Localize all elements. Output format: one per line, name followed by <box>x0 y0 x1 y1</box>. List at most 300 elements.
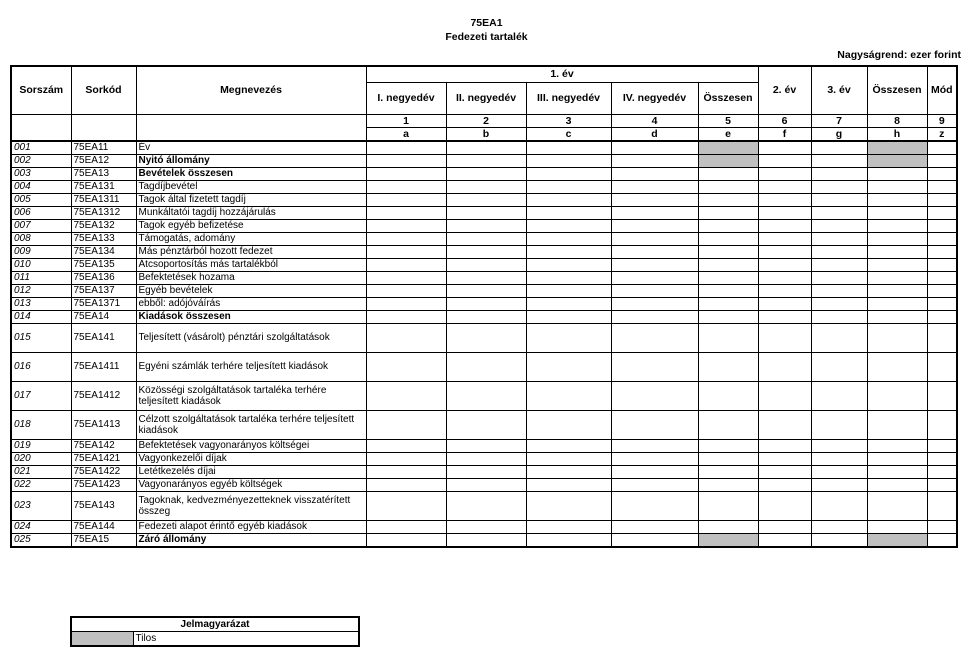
value-cell[interactable] <box>698 284 758 297</box>
value-cell[interactable] <box>927 154 957 167</box>
value-cell[interactable] <box>366 154 446 167</box>
value-cell[interactable] <box>446 439 526 452</box>
value-cell[interactable] <box>758 154 811 167</box>
value-cell[interactable] <box>867 180 927 193</box>
value-cell[interactable] <box>611 141 698 155</box>
value-cell[interactable] <box>611 381 698 410</box>
header-q3: III. negyedév <box>526 82 611 114</box>
value-cell[interactable] <box>526 193 611 206</box>
value-cell[interactable] <box>811 310 867 323</box>
value-cell[interactable] <box>811 167 867 180</box>
value-cell[interactable] <box>927 206 957 219</box>
value-cell[interactable] <box>927 439 957 452</box>
value-cell[interactable] <box>366 439 446 452</box>
table-row <box>11 219 957 232</box>
value-cell[interactable] <box>698 154 758 167</box>
value-cell[interactable] <box>698 310 758 323</box>
value-cell[interactable] <box>758 180 811 193</box>
value-cell[interactable] <box>611 323 698 352</box>
row-number: 005 <box>11 193 71 206</box>
value-cell[interactable] <box>611 271 698 284</box>
value-cell[interactable] <box>867 323 927 352</box>
value-cell[interactable] <box>811 219 867 232</box>
value-cell[interactable] <box>867 310 927 323</box>
value-cell[interactable] <box>366 245 446 258</box>
value-cell[interactable] <box>611 491 698 520</box>
value-cell[interactable] <box>366 452 446 465</box>
row-number: 008 <box>11 232 71 245</box>
value-cell[interactable] <box>758 452 811 465</box>
row-name: Záró állomány <box>136 533 366 547</box>
value-cell[interactable] <box>526 232 611 245</box>
value-cell[interactable] <box>446 258 526 271</box>
value-cell[interactable] <box>758 271 811 284</box>
value-cell[interactable] <box>927 219 957 232</box>
row-number: 025 <box>11 533 71 547</box>
table-row <box>11 193 957 206</box>
value-cell[interactable] <box>366 271 446 284</box>
value-cell[interactable] <box>811 533 867 547</box>
row-name: Befektetések hozama <box>136 271 366 284</box>
value-cell[interactable] <box>811 232 867 245</box>
value-cell[interactable] <box>446 310 526 323</box>
value-cell[interactable] <box>698 167 758 180</box>
value-cell[interactable] <box>927 352 957 381</box>
value-cell[interactable] <box>366 180 446 193</box>
value-cell[interactable] <box>927 310 957 323</box>
value-cell[interactable] <box>446 452 526 465</box>
value-cell[interactable] <box>446 154 526 167</box>
value-cell[interactable] <box>698 232 758 245</box>
value-cell[interactable] <box>526 410 611 439</box>
value-cell[interactable] <box>758 245 811 258</box>
value-cell[interactable] <box>526 141 611 155</box>
column-number: 2 <box>446 114 526 127</box>
legend-swatch <box>71 632 133 647</box>
column-number: 8 <box>867 114 927 127</box>
value-cell[interactable] <box>758 352 811 381</box>
value-cell[interactable] <box>611 410 698 439</box>
value-cell[interactable] <box>698 478 758 491</box>
row-code: 75EA131 <box>71 180 136 193</box>
value-cell[interactable] <box>526 352 611 381</box>
value-cell[interactable] <box>366 193 446 206</box>
data-table <box>10 65 958 548</box>
value-cell[interactable] <box>611 258 698 271</box>
value-cell[interactable] <box>758 533 811 547</box>
value-cell[interactable] <box>366 465 446 478</box>
row-number: 009 <box>11 245 71 258</box>
value-cell[interactable] <box>611 219 698 232</box>
value-cell[interactable] <box>446 271 526 284</box>
value-cell[interactable] <box>446 533 526 547</box>
value-cell[interactable] <box>366 478 446 491</box>
value-cell[interactable] <box>758 219 811 232</box>
value-cell[interactable] <box>611 180 698 193</box>
table-row <box>11 310 957 323</box>
value-cell[interactable] <box>526 478 611 491</box>
value-cell[interactable] <box>867 193 927 206</box>
value-cell[interactable] <box>867 297 927 310</box>
value-cell[interactable] <box>526 520 611 533</box>
value-cell[interactable] <box>811 297 867 310</box>
value-cell[interactable] <box>526 258 611 271</box>
value-cell[interactable] <box>811 271 867 284</box>
value-cell[interactable] <box>867 245 927 258</box>
value-cell[interactable] <box>526 219 611 232</box>
row-code: 75EA144 <box>71 520 136 533</box>
value-cell[interactable] <box>927 381 957 410</box>
value-cell[interactable] <box>698 193 758 206</box>
value-cell[interactable] <box>526 245 611 258</box>
value-cell[interactable] <box>867 284 927 297</box>
value-cell[interactable] <box>526 206 611 219</box>
row-number: 021 <box>11 465 71 478</box>
value-cell[interactable] <box>867 167 927 180</box>
value-cell[interactable] <box>927 167 957 180</box>
value-cell[interactable] <box>366 284 446 297</box>
value-cell[interactable] <box>867 154 927 167</box>
value-cell[interactable] <box>927 452 957 465</box>
value-cell[interactable] <box>811 491 867 520</box>
header-q4: IV. negyedév <box>611 82 698 114</box>
value-cell[interactable] <box>927 258 957 271</box>
row-number: 019 <box>11 439 71 452</box>
row-number: 013 <box>11 297 71 310</box>
value-cell[interactable] <box>446 410 526 439</box>
table-row <box>11 381 957 410</box>
value-cell[interactable] <box>811 452 867 465</box>
value-cell[interactable] <box>366 258 446 271</box>
row-name: Átcsoportosítás más tartalékból <box>136 258 366 271</box>
value-cell[interactable] <box>927 141 957 155</box>
column-number: 4 <box>611 114 698 127</box>
row-name: Tagdíjbevétel <box>136 180 366 193</box>
table-row <box>11 323 957 352</box>
value-cell[interactable] <box>811 206 867 219</box>
value-cell[interactable] <box>366 167 446 180</box>
value-cell[interactable] <box>446 465 526 478</box>
row-code: 75EA1412 <box>71 381 136 410</box>
header-osszesen-total: Összesen <box>867 66 927 114</box>
value-cell[interactable] <box>611 520 698 533</box>
value-cell[interactable] <box>446 491 526 520</box>
value-cell[interactable] <box>698 533 758 547</box>
value-cell[interactable] <box>446 141 526 155</box>
value-cell[interactable] <box>867 533 927 547</box>
value-cell[interactable] <box>927 533 957 547</box>
value-cell[interactable] <box>811 520 867 533</box>
value-cell[interactable] <box>698 206 758 219</box>
header-mod: Mód <box>927 66 957 114</box>
value-cell[interactable] <box>526 180 611 193</box>
value-cell[interactable] <box>927 410 957 439</box>
value-cell[interactable] <box>698 271 758 284</box>
value-cell[interactable] <box>698 410 758 439</box>
row-name: ebből: adójóváírás <box>136 297 366 310</box>
column-letter: a <box>366 127 446 141</box>
value-cell[interactable] <box>526 310 611 323</box>
value-cell[interactable] <box>526 439 611 452</box>
value-cell[interactable] <box>867 478 927 491</box>
value-cell[interactable] <box>526 167 611 180</box>
value-cell[interactable] <box>927 271 957 284</box>
value-cell[interactable] <box>698 452 758 465</box>
value-cell[interactable] <box>611 167 698 180</box>
row-number: 011 <box>11 271 71 284</box>
row-code: 75EA142 <box>71 439 136 452</box>
row-number: 018 <box>11 410 71 439</box>
value-cell[interactable] <box>867 452 927 465</box>
value-cell[interactable] <box>698 141 758 155</box>
value-cell[interactable] <box>366 533 446 547</box>
value-cell[interactable] <box>867 410 927 439</box>
value-cell[interactable] <box>526 381 611 410</box>
value-cell[interactable] <box>698 381 758 410</box>
value-cell[interactable] <box>758 258 811 271</box>
row-number: 023 <box>11 491 71 520</box>
value-cell[interactable] <box>698 520 758 533</box>
value-cell[interactable] <box>758 310 811 323</box>
table-row <box>11 167 957 180</box>
value-cell[interactable] <box>811 141 867 155</box>
table-row <box>11 258 957 271</box>
value-cell[interactable] <box>811 465 867 478</box>
row-name: Vagyonarányos egyéb költségek <box>136 478 366 491</box>
value-cell[interactable] <box>366 141 446 155</box>
value-cell[interactable] <box>698 219 758 232</box>
value-cell[interactable] <box>698 180 758 193</box>
row-name: Teljesített (vásárolt) pénztári szolgáltatások <box>136 323 366 352</box>
value-cell[interactable] <box>446 206 526 219</box>
value-cell[interactable] <box>446 180 526 193</box>
value-cell[interactable] <box>611 297 698 310</box>
value-cell[interactable] <box>867 465 927 478</box>
value-cell[interactable] <box>698 258 758 271</box>
unit-note: Nagyságrend: ezer forint <box>837 49 961 61</box>
value-cell[interactable] <box>927 193 957 206</box>
value-cell[interactable] <box>811 284 867 297</box>
value-cell[interactable] <box>867 491 927 520</box>
row-number: 015 <box>11 323 71 352</box>
row-number: 006 <box>11 206 71 219</box>
value-cell[interactable] <box>446 478 526 491</box>
header-q2: II. negyedév <box>446 82 526 114</box>
value-cell[interactable] <box>611 193 698 206</box>
value-cell[interactable] <box>698 491 758 520</box>
value-cell[interactable] <box>526 284 611 297</box>
value-cell[interactable] <box>927 232 957 245</box>
value-cell[interactable] <box>366 232 446 245</box>
row-code: 75EA1423 <box>71 478 136 491</box>
value-cell[interactable] <box>698 297 758 310</box>
value-cell[interactable] <box>446 381 526 410</box>
value-cell[interactable] <box>758 206 811 219</box>
value-cell[interactable] <box>758 439 811 452</box>
value-cell[interactable] <box>927 491 957 520</box>
value-cell[interactable] <box>698 439 758 452</box>
value-cell[interactable] <box>446 219 526 232</box>
table-row <box>11 206 957 219</box>
value-cell[interactable] <box>811 352 867 381</box>
value-cell[interactable] <box>526 452 611 465</box>
value-cell[interactable] <box>758 141 811 155</box>
value-cell[interactable] <box>366 381 446 410</box>
value-cell[interactable] <box>927 478 957 491</box>
row-name: Más pénztárból hozott fedezet <box>136 245 366 258</box>
row-number: 007 <box>11 219 71 232</box>
value-cell[interactable] <box>526 271 611 284</box>
value-cell[interactable] <box>867 381 927 410</box>
value-cell[interactable] <box>867 219 927 232</box>
value-cell[interactable] <box>758 520 811 533</box>
value-cell[interactable] <box>611 154 698 167</box>
header-ev3: 3. év <box>811 66 867 114</box>
value-cell[interactable] <box>366 206 446 219</box>
value-cell[interactable] <box>698 245 758 258</box>
value-cell[interactable] <box>758 232 811 245</box>
value-cell[interactable] <box>927 245 957 258</box>
column-letter: e <box>698 127 758 141</box>
value-cell[interactable] <box>811 381 867 410</box>
value-cell[interactable] <box>366 219 446 232</box>
value-cell[interactable] <box>526 491 611 520</box>
value-cell[interactable] <box>446 284 526 297</box>
value-cell[interactable] <box>446 520 526 533</box>
value-cell[interactable] <box>611 452 698 465</box>
value-cell[interactable] <box>526 154 611 167</box>
row-code: 75EA1311 <box>71 193 136 206</box>
row-number: 014 <box>11 310 71 323</box>
header-sorszam: Sorszám <box>11 66 71 114</box>
row-number: 002 <box>11 154 71 167</box>
value-cell[interactable] <box>811 154 867 167</box>
value-cell[interactable] <box>611 206 698 219</box>
value-cell[interactable] <box>758 284 811 297</box>
value-cell[interactable] <box>758 323 811 352</box>
value-cell[interactable] <box>446 352 526 381</box>
value-cell[interactable] <box>366 410 446 439</box>
value-cell[interactable] <box>446 323 526 352</box>
row-code: 75EA141 <box>71 323 136 352</box>
value-cell[interactable] <box>867 232 927 245</box>
column-letter: z <box>927 127 957 141</box>
value-cell[interactable] <box>927 297 957 310</box>
value-cell[interactable] <box>758 167 811 180</box>
value-cell[interactable] <box>446 297 526 310</box>
header-megnevezes: Megnevezés <box>136 66 366 114</box>
value-cell[interactable] <box>867 520 927 533</box>
value-cell[interactable] <box>811 193 867 206</box>
value-cell[interactable] <box>867 258 927 271</box>
value-cell[interactable] <box>446 245 526 258</box>
value-cell[interactable] <box>927 520 957 533</box>
row-name: Kiadások összesen <box>136 310 366 323</box>
value-cell[interactable] <box>366 520 446 533</box>
value-cell[interactable] <box>366 297 446 310</box>
row-code: 75EA1312 <box>71 206 136 219</box>
value-cell[interactable] <box>927 284 957 297</box>
column-letter: g <box>811 127 867 141</box>
value-cell[interactable] <box>811 180 867 193</box>
value-cell[interactable] <box>758 491 811 520</box>
value-cell[interactable] <box>811 439 867 452</box>
value-cell[interactable] <box>811 410 867 439</box>
value-cell[interactable] <box>526 323 611 352</box>
value-cell[interactable] <box>446 167 526 180</box>
row-name: Tagoknak, kedvezményezetteknek visszatérített összeg <box>136 491 366 520</box>
header-ev1: 1. év <box>366 66 758 82</box>
value-cell[interactable] <box>526 297 611 310</box>
value-cell[interactable] <box>526 465 611 478</box>
row-code: 75EA143 <box>71 491 136 520</box>
value-cell[interactable] <box>611 533 698 547</box>
row-number: 016 <box>11 352 71 381</box>
value-cell[interactable] <box>366 310 446 323</box>
row-name: Célzott szolgáltatások tartaléka terhére teljesített kiadások <box>136 410 366 439</box>
value-cell[interactable] <box>611 478 698 491</box>
value-cell[interactable] <box>758 465 811 478</box>
column-number: 5 <box>698 114 758 127</box>
value-cell[interactable] <box>526 533 611 547</box>
value-cell[interactable] <box>867 141 927 155</box>
value-cell[interactable] <box>698 465 758 478</box>
value-cell[interactable] <box>611 310 698 323</box>
value-cell[interactable] <box>758 193 811 206</box>
row-name: Fedezeti alapot érintő egyéb kiadások <box>136 520 366 533</box>
value-cell[interactable] <box>867 271 927 284</box>
value-cell[interactable] <box>611 284 698 297</box>
value-cell[interactable] <box>366 323 446 352</box>
table-row <box>11 491 957 520</box>
value-cell[interactable] <box>611 245 698 258</box>
value-cell[interactable] <box>811 258 867 271</box>
value-cell[interactable] <box>611 352 698 381</box>
column-number: 1 <box>366 114 446 127</box>
value-cell[interactable] <box>867 206 927 219</box>
value-cell[interactable] <box>611 232 698 245</box>
value-cell[interactable] <box>611 439 698 452</box>
value-cell[interactable] <box>758 410 811 439</box>
row-code: 75EA1422 <box>71 465 136 478</box>
value-cell[interactable] <box>867 352 927 381</box>
legend-item-label: Tilos <box>133 632 359 647</box>
value-cell[interactable] <box>811 245 867 258</box>
row-code: 75EA1411 <box>71 352 136 381</box>
value-cell[interactable] <box>758 478 811 491</box>
table-row <box>11 520 957 533</box>
column-letter: b <box>446 127 526 141</box>
value-cell[interactable] <box>446 232 526 245</box>
row-number: 012 <box>11 284 71 297</box>
value-cell[interactable] <box>611 465 698 478</box>
value-cell[interactable] <box>698 352 758 381</box>
value-cell[interactable] <box>811 478 867 491</box>
value-cell[interactable] <box>927 323 957 352</box>
value-cell[interactable] <box>811 323 867 352</box>
value-cell[interactable] <box>927 465 957 478</box>
header-osszesen: Összesen <box>698 82 758 114</box>
value-cell[interactable] <box>366 352 446 381</box>
value-cell[interactable] <box>446 193 526 206</box>
value-cell[interactable] <box>867 439 927 452</box>
value-cell[interactable] <box>366 491 446 520</box>
value-cell[interactable] <box>758 297 811 310</box>
row-code: 75EA12 <box>71 154 136 167</box>
value-cell[interactable] <box>927 180 957 193</box>
value-cell[interactable] <box>698 323 758 352</box>
value-cell[interactable] <box>758 381 811 410</box>
